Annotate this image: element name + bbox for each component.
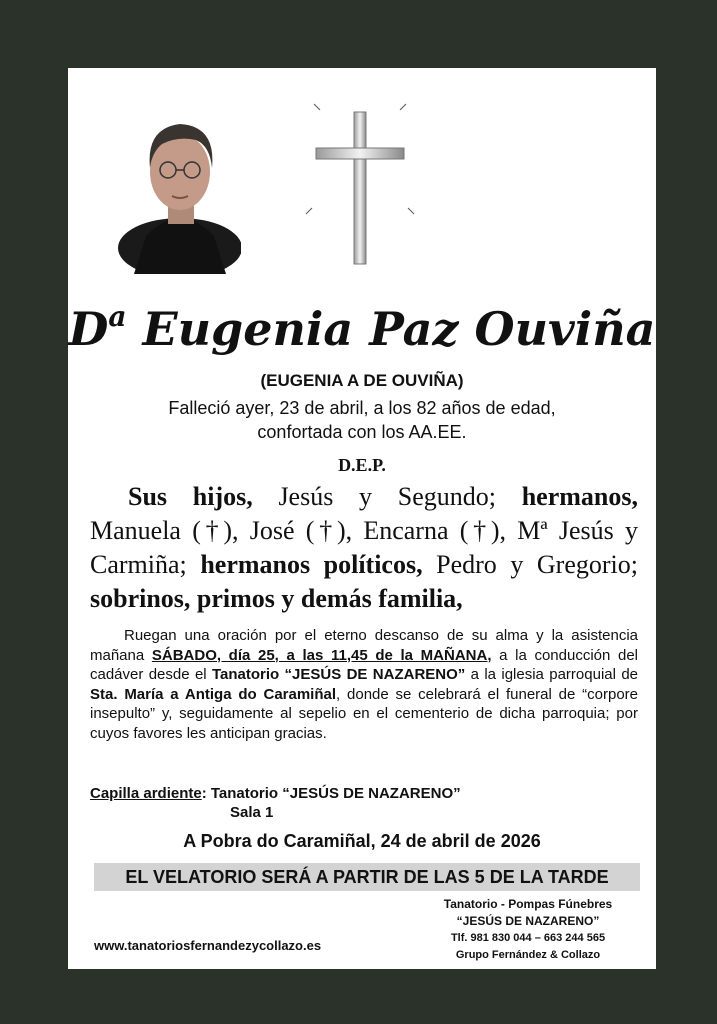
obituary-card xyxy=(68,68,656,969)
chapel-info: Capilla ardiente: Tanatorio “JESÚS DE NAZARENO” xyxy=(90,785,461,802)
death-notice: Falleció ayer, 23 de abril, a los 82 años de edad, confortada con los AA.EE. xyxy=(168,398,556,442)
family-paragraph: Sus hijos, Jesús y Segundo; hermanos, Manuela (†), José (†), Encarna (†), Mª Jesús y Carmiña; hermanos políticos, Pedro y Gregorio; sobrinos, primos y demás familia, xyxy=(90,482,638,613)
deceased-name: $D^a$ Eugenia Paz Ouviña xyxy=(68,300,656,356)
cross-icon xyxy=(304,102,416,266)
deceased-alias: (EUGENIA A DE OUVIÑA) xyxy=(260,371,464,390)
portrait-photo xyxy=(116,106,241,274)
wake-banner: EL VELATORIO SERÁ A PARTIR DE LAS 5 DE LA TARDE xyxy=(94,863,640,891)
website-link[interactable]: www.tanatoriosfernandezycollazo.es xyxy=(94,938,322,953)
dep-heading: D.E.P. xyxy=(338,455,386,475)
place-date: A Pobra do Caramiñal, 24 de abril de 2026 xyxy=(183,831,541,851)
chapel-room: Sala 1 xyxy=(230,804,274,821)
request-paragraph: Ruegan una oración por el eterno descanso de su alma y la asistencia mañana SÁBADO, día 25, a las 11,45 de la MAÑANA, a la conducción del cadáver desde el Tanatorio “JESÚS DE NAZARENO” a la iglesia parroquial de Sta. María a Antiga do Caramiñal, donde se celebrará el funeral de “corpore insepulto” y, seguidamente al sepelio en el cementerio de dicha parroquia; por cuyos favores les anticipan gracias. xyxy=(90,627,638,742)
funeral-home-info: Tanatorio - Pompas Fúnebres “JESÚS DE NAZARENO” Tlf. 981 830 044 – 663 244 565 Grupo Fernández & Collazo xyxy=(443,897,613,961)
